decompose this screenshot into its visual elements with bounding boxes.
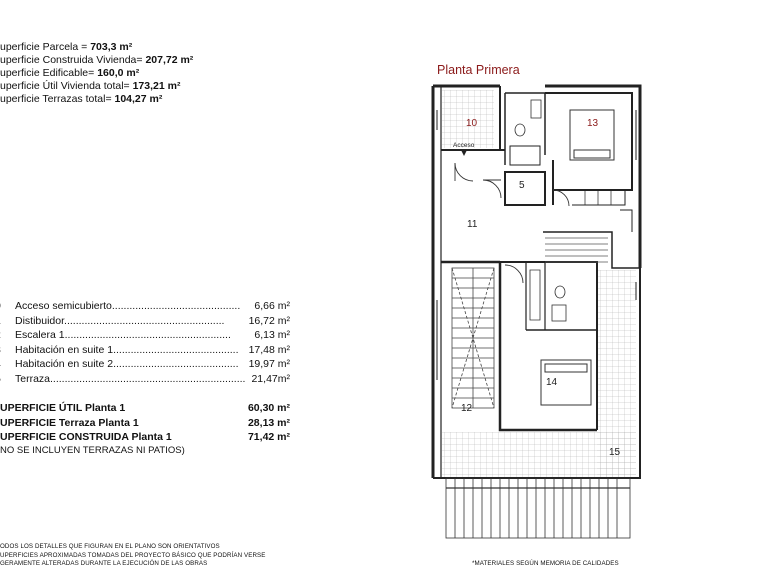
sink-2	[552, 305, 566, 321]
legend-row: Habitación en suite 2........................................... 19,97 m²	[15, 358, 290, 370]
room-label-15: 15	[609, 447, 621, 458]
shower-2	[530, 270, 540, 320]
total-terraza: UPERFICIE Terraza Planta 1 28,13 m²	[0, 416, 290, 429]
acceso-arrow	[461, 150, 467, 156]
door-swing-acceso	[455, 163, 473, 181]
toilet-2	[555, 286, 565, 298]
toilet-1	[515, 124, 525, 136]
fixtures	[515, 100, 566, 321]
door-swing-5	[483, 180, 501, 198]
stair-void	[545, 238, 608, 262]
sink-1	[531, 100, 541, 118]
bed-14-pillow	[545, 364, 587, 372]
acceso-label: Acceso	[453, 142, 475, 149]
terrace-steps	[446, 478, 630, 538]
legend-row: Acceso semicubierto............................................ 6,66 m²	[15, 300, 290, 312]
total-util: UPERFICIE ÚTIL Planta 1 60,30 m²	[0, 402, 290, 414]
room-label-13: 13	[587, 118, 599, 129]
legend-row: Habitación en suite 1........................................... 17,48 m²	[15, 343, 290, 356]
footer-materiales: *MATERIALES SEGÚN MEMORIA DE CALIDADES	[472, 560, 619, 567]
room-label-11: 11	[467, 219, 478, 230]
terrace-15-hatch	[442, 432, 636, 478]
room-label-10: 10	[466, 118, 478, 129]
legend-row: Terraza................................................................... 21,47m²	[15, 372, 290, 385]
plan-title: Planta Primera	[437, 63, 520, 77]
superficie-edificable: uperficie Edificable= 160,0 m²	[0, 67, 140, 79]
legend-row: Escalera 1......................................................... 6,13 m²	[15, 329, 290, 341]
bed-13-pillow	[574, 150, 610, 158]
room-label-5: 5	[519, 180, 525, 191]
footer-disclaimer: ODOS LOS DETALLES QUE FIGURAN EN EL PLANO SON ORIENTATIVOS UPERFICIES APROXIMADAS TOMADAS DEL PROYECTO BÁSICO QUE PODRÍAN VERSE GERAMENTE ALTERADAS DURANTE LA EJECUCIÓN DE LAS OBRAS	[0, 543, 266, 567]
door-swing-14	[505, 265, 523, 283]
room-label-14: 14	[546, 377, 558, 388]
door-swing-13	[553, 190, 569, 206]
stair-12	[452, 268, 494, 408]
legend-row: Distibuidor....................................................... 16,72 m²	[15, 314, 290, 327]
terrazas-note: NO SE INCLUYEN TERRAZAS NI PATIOS)	[0, 445, 185, 456]
superficie-construida: uperficie Construida Vivienda= 207,72 m²	[0, 54, 194, 66]
total-construida: UPERFICIE CONSTRUIDA Planta 1 71,42 m²	[0, 431, 290, 443]
superficie-parcela: uperficie Parcela = 703,3 m²	[0, 41, 133, 53]
superficie-util: uperficie Útil Vivienda total= 173,21 m²	[0, 80, 181, 92]
superficie-terrazas: uperficie Terrazas total= 104,27 m²	[0, 93, 163, 105]
room-label-12: 12	[461, 403, 473, 414]
